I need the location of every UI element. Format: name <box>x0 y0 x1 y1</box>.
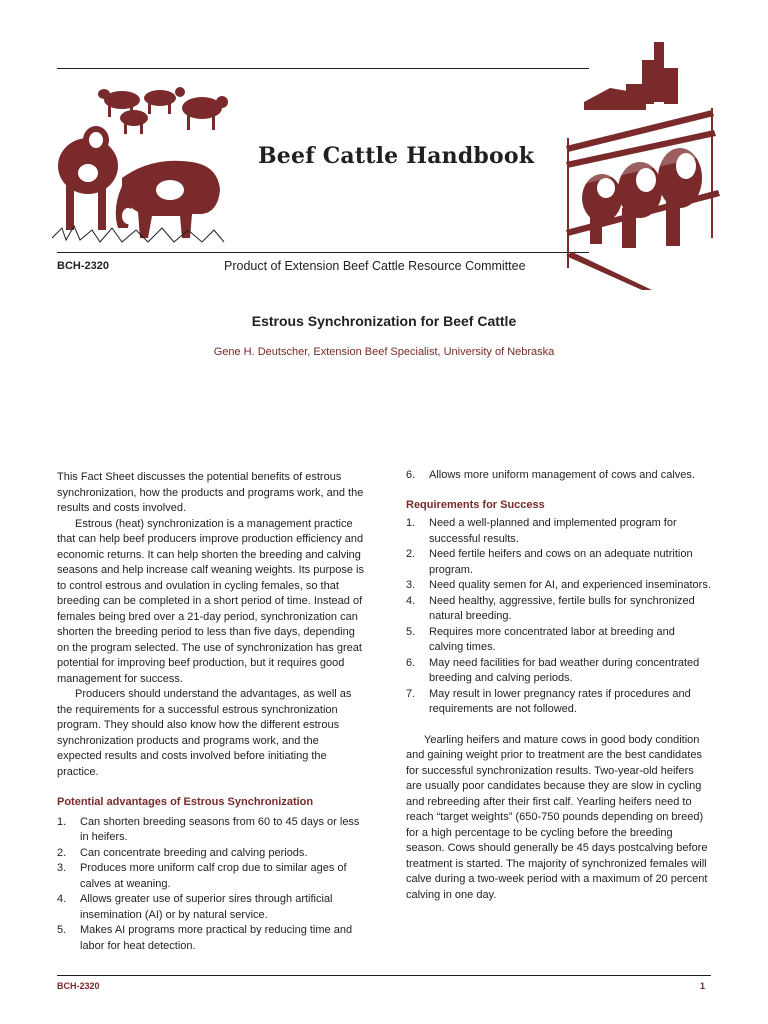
requirements-list <box>406 516 712 718</box>
header-bottom-rule <box>57 252 589 253</box>
list-item: 4. Allows greater use of superior sires through artificial insemination (AI) or by natural service. <box>57 893 333 921</box>
right-column <box>406 468 712 903</box>
document-code: BCH-2320 <box>57 260 109 272</box>
footer-code: BCH-2320 <box>57 981 100 991</box>
list-item: 7. May result in lower pregnancy rates if procedures and requirements are not followed. <box>406 687 691 715</box>
list-item: 2. Can concentrate breeding and calving periods. <box>57 846 308 859</box>
list-item: 5. Requires more concentrated labor at breeding and calving times. <box>406 625 675 653</box>
list-item: 6. Allows more uniform management of cows and calves. <box>406 469 695 481</box>
left-column <box>57 470 365 954</box>
list-item: 3. Need quality semen for AI, and experienced inseminators. <box>406 579 711 591</box>
list-item: 6. May need facilities for bad weather during concentrated breeding and calving periods. <box>406 656 700 684</box>
page-number: 1 <box>700 981 706 991</box>
advantages-heading: Potential advantages of Estrous Synchronization <box>57 796 314 808</box>
feedlot-cattle-icon <box>562 38 722 292</box>
grazing-cattle-icon <box>52 78 232 248</box>
footer-rule <box>57 975 711 976</box>
list-item: 3. Produces more uniform calf crop due to similar ages of calves at weaning. <box>57 862 347 890</box>
list-item: 2. Need fertile heifers and cows on an adequate nutrition program. <box>406 548 693 576</box>
intro-paragraph: This Fact Sheet discusses the potential benefits of estrous synchronization, how the products and programs work, and the results and costs involved. <box>57 471 364 514</box>
list-item: 1. Can shorten breeding seasons from 60 to 45 days or less in heifers. <box>57 815 360 843</box>
list-item: 5. Makes AI programs more practical by reducing time and labor for heat detection. <box>57 924 353 952</box>
advantages-list <box>57 815 365 955</box>
body-paragraph: Producers should understand the advantages, as well as the requirements for a successful estrous synchronization program. They should also know how the different estrous synchronization products and programs work, and the expected results and costs involved before initiating the practice. <box>57 688 352 778</box>
author-line: Gene H. Deutscher, Extension Beef Specialist, University of Nebraska <box>213 346 555 358</box>
body-paragraph: Estrous (heat) synchronization is a management practice that can help beef producers improve production efficiency and economic returns. It can help shorten the breeding and calving seasons and help increase calf weaning weights. Its purpose is to control estrous and ovulation in cycling females, so that breeding can be completed in a short period of time. Instead of females being bred over a 21-day period, synchronization can shorten the breeding period to less than five days, depending on the program selected. The use of synchronization has great potential for improving beef production, but it requires good management for success. <box>57 517 364 685</box>
requirements-heading: Requirements for Success <box>406 498 545 511</box>
advantages-list-continued <box>406 468 712 484</box>
list-item: 1. Need a well-planned and implemented program for successful results. <box>406 517 677 545</box>
list-item: 4. Need healthy, aggressive, fertile bulls for synchronized natural breeding. <box>406 594 695 622</box>
handbook-title: Beef Cattle Handbook <box>258 143 535 169</box>
header-top-rule <box>57 68 589 69</box>
product-line: Product of Extension Beef Cattle Resource Committee <box>224 259 526 273</box>
body-paragraph: Yearling heifers and mature cows in good body condition and gaining weight prior to treatment are the best candidates for successful synchronization results. Two-year-old heifers are usually poor candidates because they are slow in cycling and rebreeding after their first calf. Yearling heifers need to reach “target weights” (650-750 pounds depending on breed) for a high percentage to be cycling before the breeding season. Cows should generally be 45 days postcalving before treatment is started. The majority of synchronized females will calve during a two-week period with a maximum of 20 percent calving in one day. <box>406 733 708 901</box>
document-title: Estrous Synchronization for Beef Cattle <box>251 313 517 329</box>
